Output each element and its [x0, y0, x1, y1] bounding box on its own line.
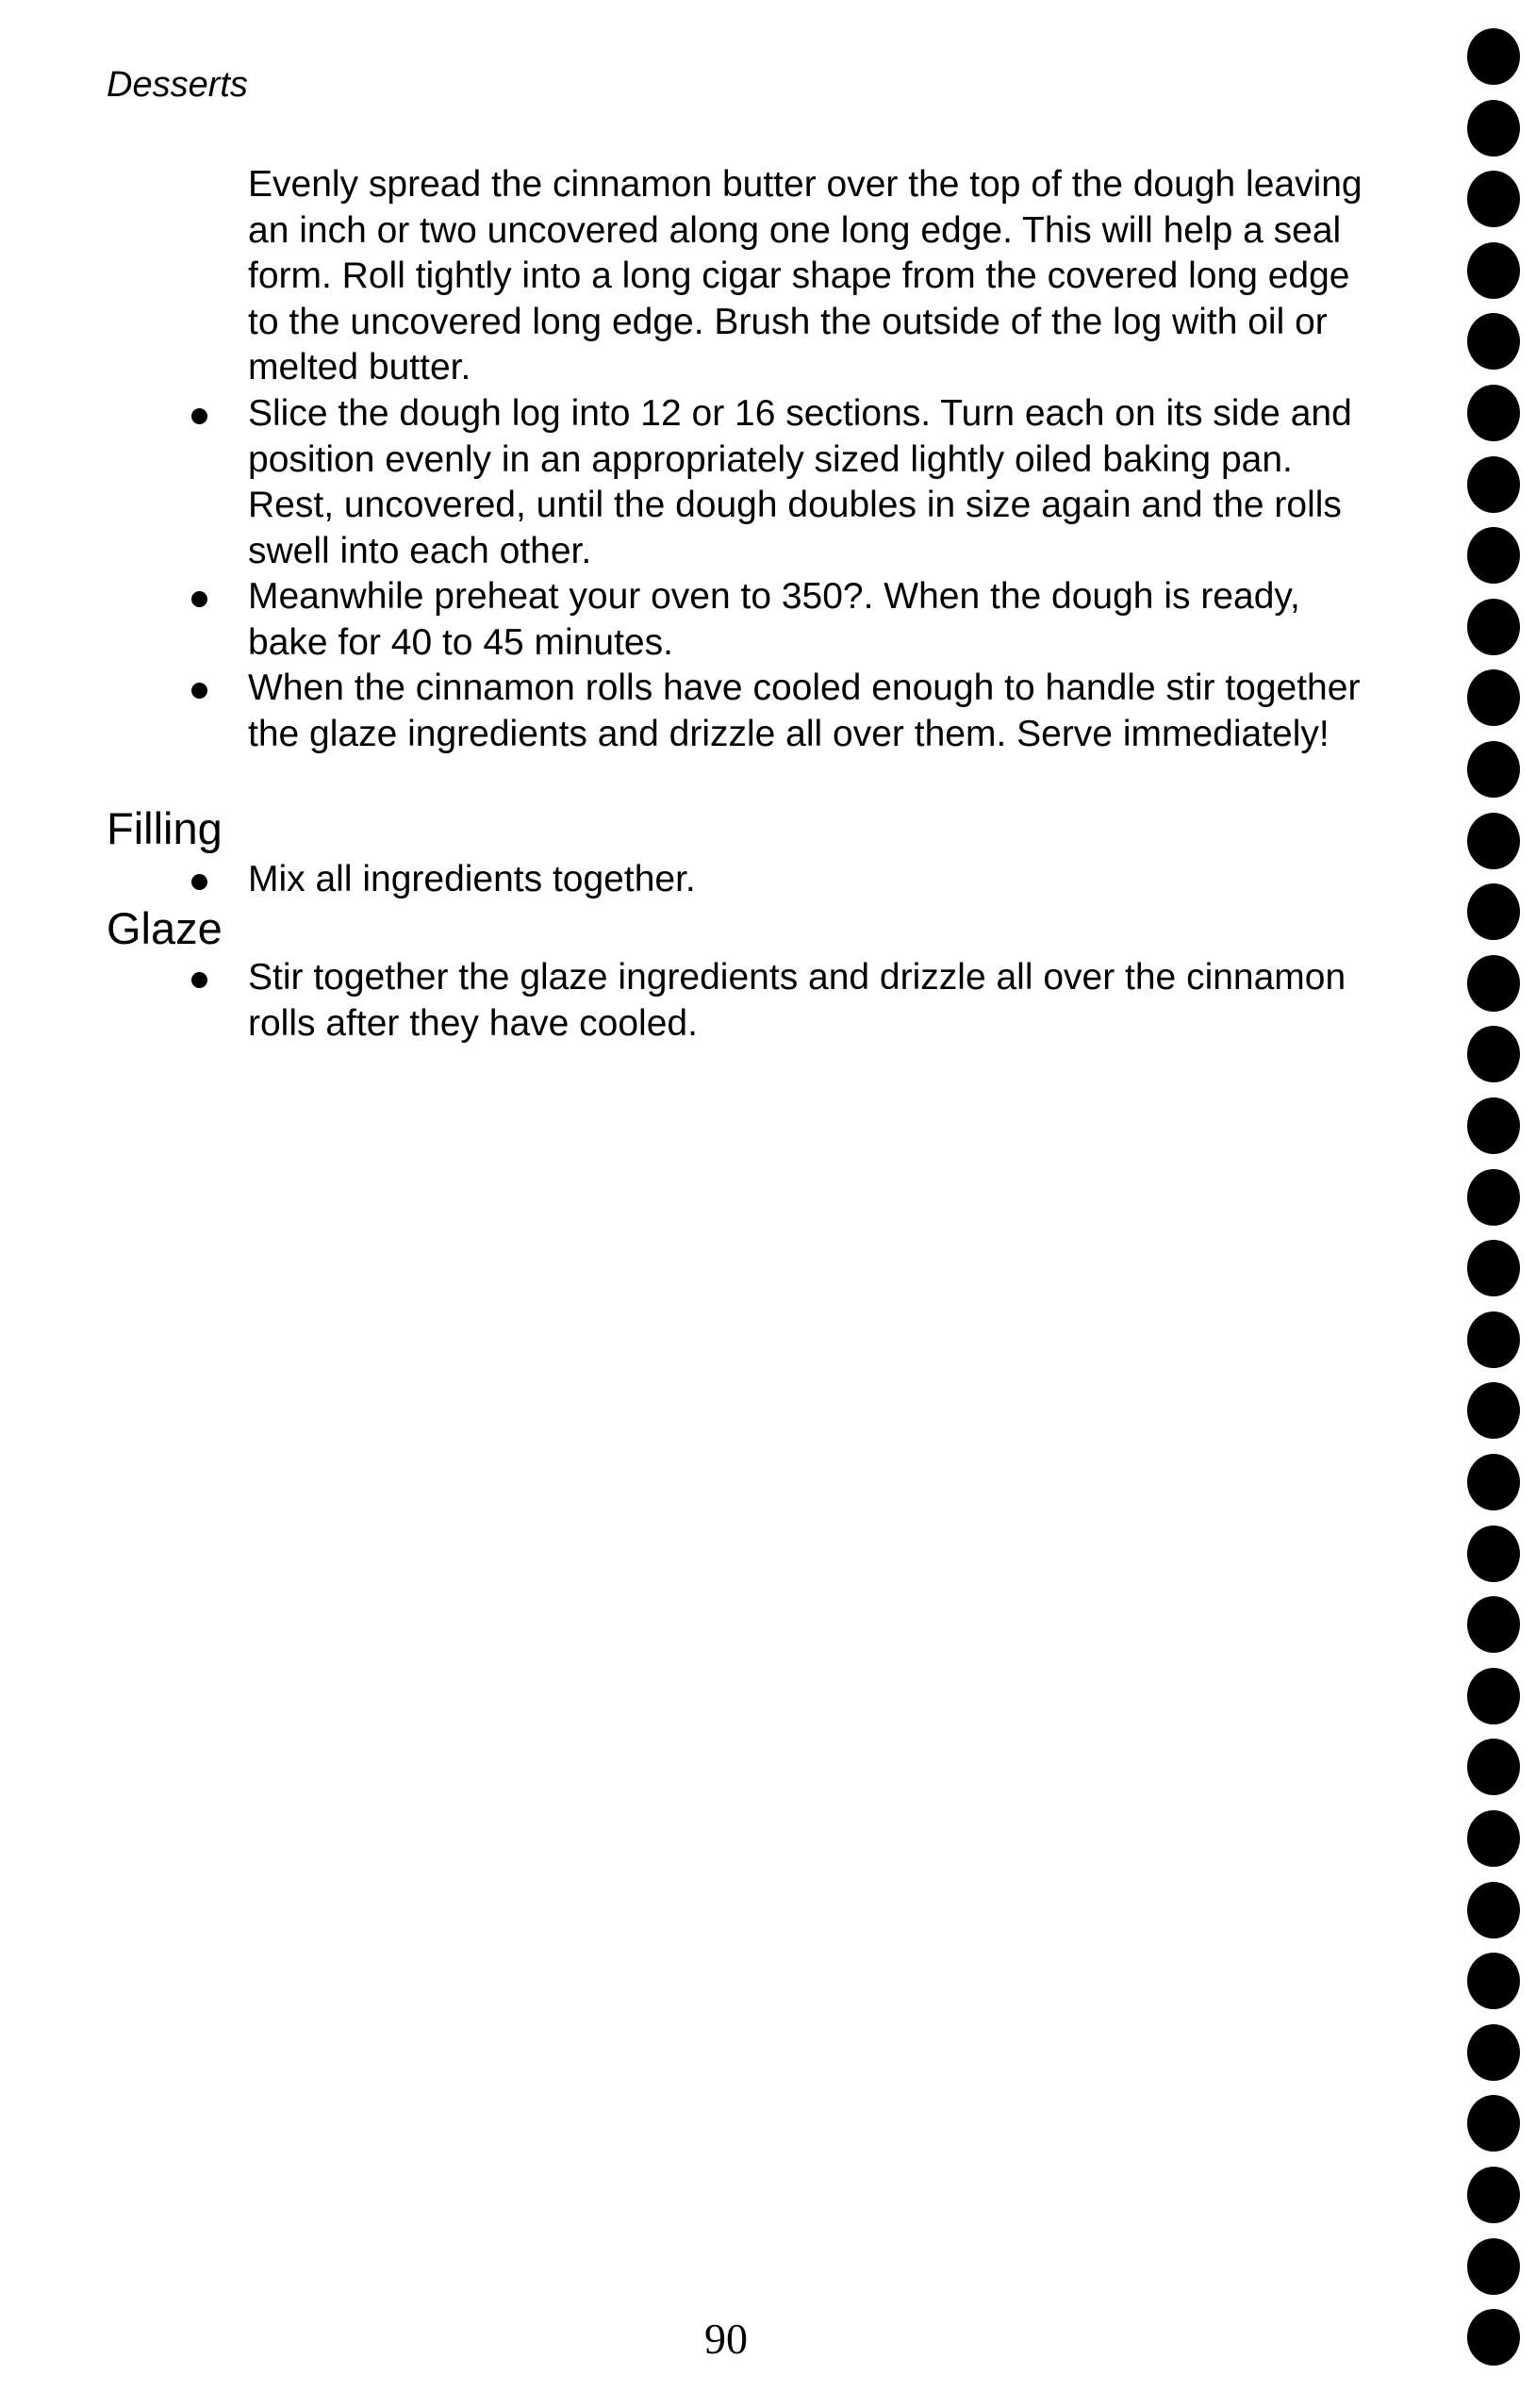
- bullet-icon: [191, 972, 207, 988]
- binding-hole-icon: [1467, 1668, 1520, 1724]
- binding-hole-icon: [1467, 1953, 1520, 2009]
- binding-hole-icon: [1467, 2095, 1520, 2152]
- binding-hole-icon: [1467, 1097, 1520, 1154]
- running-head: Desserts: [107, 65, 248, 105]
- binding-hole-icon: [1467, 2167, 1520, 2223]
- binding-hole-icon: [1467, 2238, 1520, 2295]
- binding-hole-icon: [1467, 1882, 1520, 1938]
- binding-hole-icon: [1467, 1454, 1520, 1510]
- direction-step-1: Slice the dough log into 12 or 16 sections. Turn each on its side and position evenly in an appropriately sized lightly oiled baking pan. Rest, uncovered, until the dough doubles in size again and the rolls swell into each other.: [248, 393, 1352, 571]
- binding-hole-icon: [1467, 955, 1520, 1012]
- bullet-icon: [191, 874, 207, 890]
- page-number: 90: [704, 2315, 748, 2363]
- binding-hole-icon: [1467, 2024, 1520, 2081]
- filling-step-1: Mix all ingredients together.: [248, 859, 696, 899]
- binding-hole-icon: [1467, 1311, 1520, 1368]
- binding-hole-icon: [1467, 242, 1520, 299]
- binding-hole-icon: [1467, 813, 1520, 869]
- binding-hole-icon: [1467, 385, 1520, 441]
- binding-hole-icon: [1467, 313, 1520, 370]
- binding-hole-icon: [1467, 456, 1520, 513]
- binding-hole-icon: [1467, 1739, 1520, 1795]
- binding-hole-icon: [1467, 1596, 1520, 1653]
- bullet-icon: [191, 591, 207, 607]
- binding-hole-icon: [1467, 669, 1520, 726]
- glaze-heading: Glaze: [107, 903, 223, 953]
- binding-hole-icon: [1467, 171, 1520, 227]
- binding-hole-icon: [1467, 1169, 1520, 1226]
- binding-hole-icon: [1467, 1240, 1520, 1296]
- binding-hole-icon: [1467, 883, 1520, 940]
- binding-hole-icon: [1467, 1026, 1520, 1082]
- bullet-icon: [191, 683, 207, 699]
- direction-step-2: Meanwhile preheat your oven to 350?. When the dough is ready, bake for 40 to 45 minutes.: [248, 576, 1300, 663]
- binding-hole-icon: [1467, 527, 1520, 584]
- direction-step-3: When the cinnamon rolls have cooled enough to handle stir together the glaze ingredients and drizzle all over them. Serve immediately!: [248, 668, 1361, 754]
- filling-heading: Filling: [107, 803, 223, 853]
- binding-hole-icon: [1467, 1526, 1520, 1582]
- continued-paragraph: Evenly spread the cinnamon butter over the top of the dough leaving an inch or two uncovered along one long edge. This will help a seal form. Roll tightly into a long cigar shape from the covered long edge to the uncovered long edge. Brush the outside of the log with oil or melted butter.: [248, 164, 1363, 388]
- glaze-step-1: Stir together the glaze ingredients and drizzle all over the cinnamon rolls after they have cooled.: [248, 957, 1346, 1044]
- binding-hole-icon: [1467, 1810, 1520, 1867]
- binding-hole-icon: [1467, 741, 1520, 798]
- binding-holes: [1467, 28, 1524, 2408]
- binding-hole-icon: [1467, 1382, 1520, 1439]
- bullet-icon: [191, 408, 207, 424]
- binding-hole-icon: [1467, 599, 1520, 655]
- binding-hole-icon: [1467, 2309, 1520, 2366]
- binding-hole-icon: [1467, 100, 1520, 157]
- binding-hole-icon: [1467, 28, 1520, 85]
